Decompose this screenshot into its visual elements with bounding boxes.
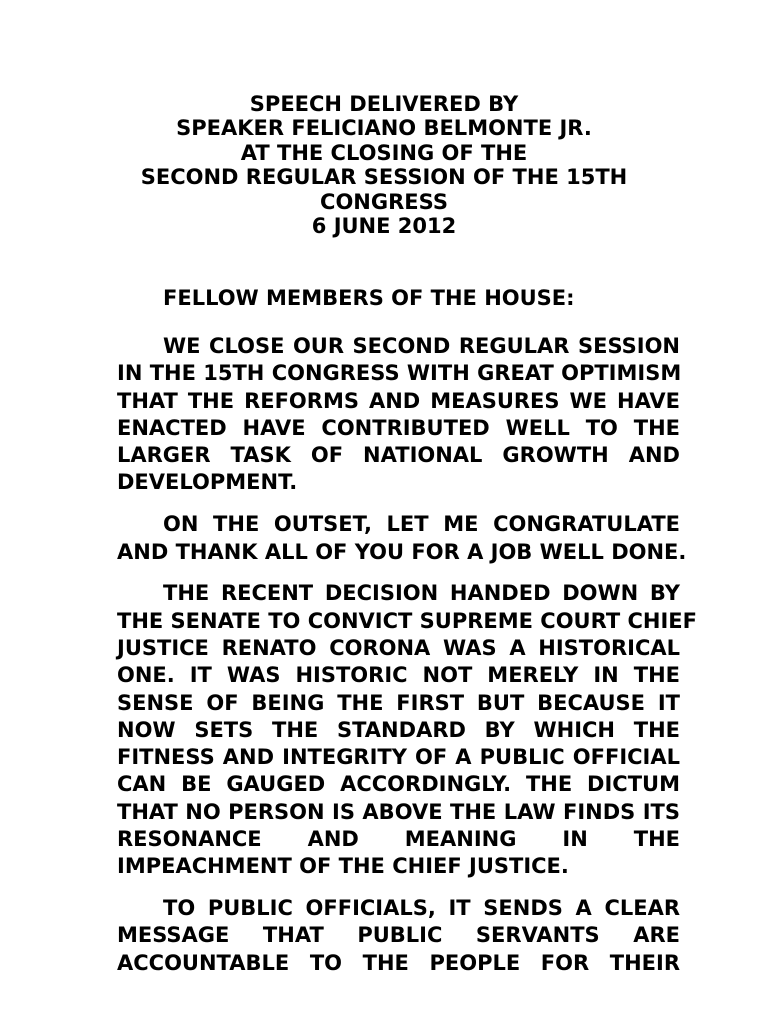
text-line: IN THE 15TH CONGRESS WITH GREAT OPTIMISM <box>117 361 682 386</box>
text-line: DEVELOPMENT. <box>117 470 298 495</box>
text-line: WE CLOSE OUR SECOND REGULAR SESSION <box>163 334 680 358</box>
text-line: FITNESS AND INTEGRITY OF A PUBLIC OFFICIAL <box>117 745 680 770</box>
text-line: AND THANK ALL OF YOU FOR A JOB WELL DONE. <box>117 539 687 564</box>
heading-line: CONGRESS <box>320 189 448 214</box>
text-line: MESSAGE THAT PUBLIC SERVANTS ARE <box>117 923 680 948</box>
text-line: ON THE OUTSET, LET ME CONGRATULATE <box>163 512 680 537</box>
speech-heading <box>100 92 668 238</box>
text-line: SENSE OF BEING THE FIRST BUT BECAUSE IT <box>117 690 680 715</box>
paragraph <box>117 511 687 566</box>
salutation: FELLOW MEMBERS OF THE HOUSE: <box>163 286 575 310</box>
paragraph <box>117 580 697 880</box>
text-line: ACCOUNTABLE TO THE PEOPLE FOR THEIR <box>117 950 680 975</box>
heading-line: SPEECH DELIVERED BY <box>249 92 519 116</box>
text-line: IMPEACHMENT OF THE CHIEF JUSTICE. <box>117 854 569 879</box>
paragraph <box>117 333 680 497</box>
text-line: TO PUBLIC OFFICIALS, IT SENDS A CLEAR <box>163 896 680 921</box>
text-line: THAT NO PERSON IS ABOVE THE LAW FINDS ITS <box>117 799 680 824</box>
text-line: ONE. IT WAS HISTORIC NOT MERELY IN THE <box>117 663 680 688</box>
speech-body <box>117 333 697 992</box>
text-line: LARGER TASK OF NATIONAL GROWTH AND <box>117 443 680 468</box>
text-line: JUSTICE RENATO CORONA WAS A HISTORICAL <box>117 635 680 660</box>
text-line: ENACTED HAVE CONTRIBUTED WELL TO THE <box>117 415 680 440</box>
heading-line: 6 JUNE 2012 <box>311 214 457 239</box>
heading-line: AT THE CLOSING OF THE <box>240 140 528 165</box>
text-line: THE SENATE TO CONVICT SUPREME COURT CHIEF <box>117 608 697 633</box>
text-line: NOW SETS THE STANDARD BY WHICH THE <box>117 717 680 742</box>
text-line: THE RECENT DECISION HANDED DOWN BY <box>163 581 680 606</box>
text-line: RESONANCE AND MEANING IN THE <box>117 827 680 852</box>
text-line: THAT THE REFORMS AND MEASURES WE HAVE <box>117 388 680 413</box>
paragraph <box>117 895 680 977</box>
heading-line: SPEAKER FELICIANO BELMONTE JR. <box>176 116 592 141</box>
heading-line: SECOND REGULAR SESSION OF THE 15TH <box>140 165 628 190</box>
text-line: CAN BE GAUGED ACCORDINGLY. THE DICTUM <box>117 772 680 797</box>
